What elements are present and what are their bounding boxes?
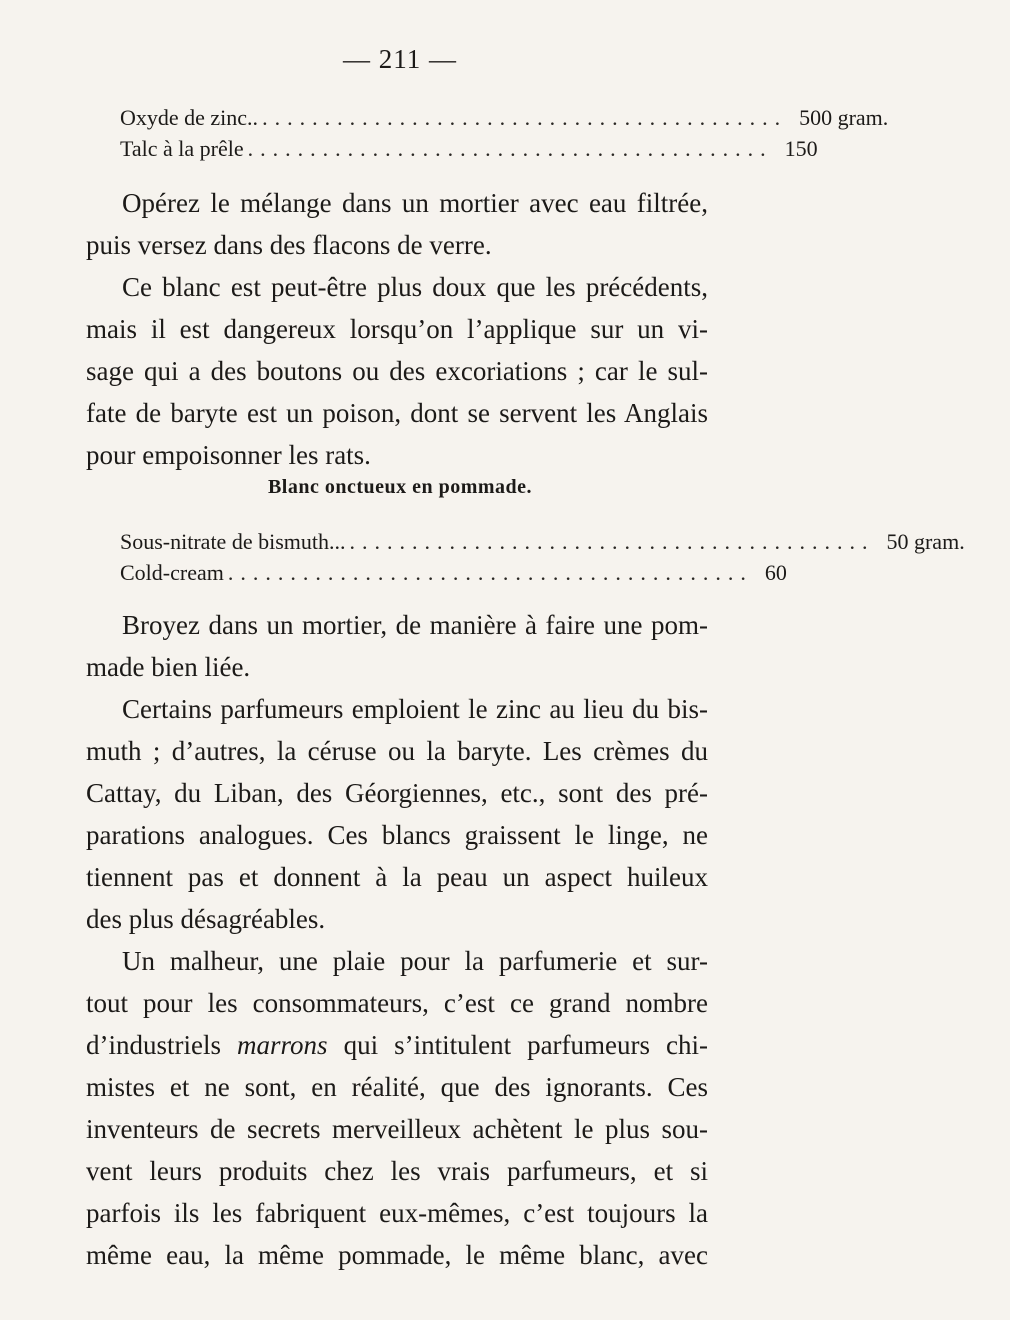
ingredient-quantity: 150 [784,136,818,161]
text-line: fate de baryte est un poison, dont se servent les Anglais [86,398,708,428]
ingredient-name: Sous-nitrate de bismuth... [120,529,346,554]
ingredient-quantity: 50 gram. [886,529,965,554]
ingredient-name: Talc à la prêle [120,136,244,161]
ingredient-name: Oxyde de zinc.. [120,105,259,130]
text-line: made bien liée. [86,652,251,682]
text-line: Certains parfumeurs emploient le zinc au lieu du bis- [122,694,708,724]
text-line: pour empoisonner les rats. [86,440,371,470]
text-line: tiennent pas et donnent à la peau un aspect huileux [86,862,708,892]
text-line: muth ; d’autres, la céruse ou la baryte. Les crèmes du [86,736,708,766]
text-line: vent leurs produits chez les vrais parfumeurs, et si [86,1156,708,1186]
text-line: même eau, la même pommade, le même blanc, avec [86,1240,708,1270]
ingredient-quantity: 60 [764,560,787,585]
dot-leader: .......................................... [247,136,773,161]
text-line: des plus désagréables. [86,904,326,934]
ingredient-row [120,557,787,588]
ingredient-row [120,526,965,557]
text-line: Ce blanc est peut-être plus doux que les précédents, [122,272,708,302]
text-line [86,1024,708,1066]
text-line: Cattay, du Liban, des Géorgiennes, etc., sont des pré- [86,778,708,808]
ingredient-row [120,133,818,164]
text-line: inventeurs de secrets merveilleux achètent le plus sou- [86,1114,708,1144]
text-line: mistes et ne sont, en réalité, que des ignorants. Ces [86,1072,708,1102]
text-line: Un malheur, une plaie pour la parfumerie et sur- [122,946,708,976]
dot-leader: .......................................... [227,560,753,585]
text-line: tout pour les consommateurs, c’est ce grand nombre [86,988,708,1018]
text-line: parations analogues. Ces blancs graissent le linge, ne [86,820,708,850]
ingredient-row [120,102,889,133]
paragraph [86,182,708,476]
page-number: — 211 — [343,44,457,74]
ingredient-table-1 [120,102,889,164]
ingredient-table-2 [120,526,965,588]
text-line: mais il est dangereux lorsqu’on l’applique sur un vi- [86,314,708,344]
text-line: sage qui a des boutons ou des excoriations ; car le sul- [86,356,708,386]
dot-leader: .......................................... [262,105,788,130]
text-run: qui s’intitulent parfumeurs chi- [343,1030,709,1060]
ingredient-name: Cold-cream [120,560,224,585]
text-line: Opérez le mélange dans un mortier avec eau filtrée, [122,188,708,218]
text-line: parfois ils les fabriquent eux-mêmes, c’est toujours la [86,1198,708,1228]
section-heading: Blanc onctueux en pommade. [267,476,533,498]
text-run: d’industriels [86,1030,221,1060]
ingredient-quantity: 500 gram. [799,105,889,130]
text-line: Broyez dans un mortier, de manière à faire une pom- [122,610,708,640]
dot-leader: .......................................... [349,529,875,554]
text-line: puis versez dans des flacons de verre. [86,230,492,260]
paragraph [86,604,708,1276]
italic-word: marrons [237,1030,328,1060]
